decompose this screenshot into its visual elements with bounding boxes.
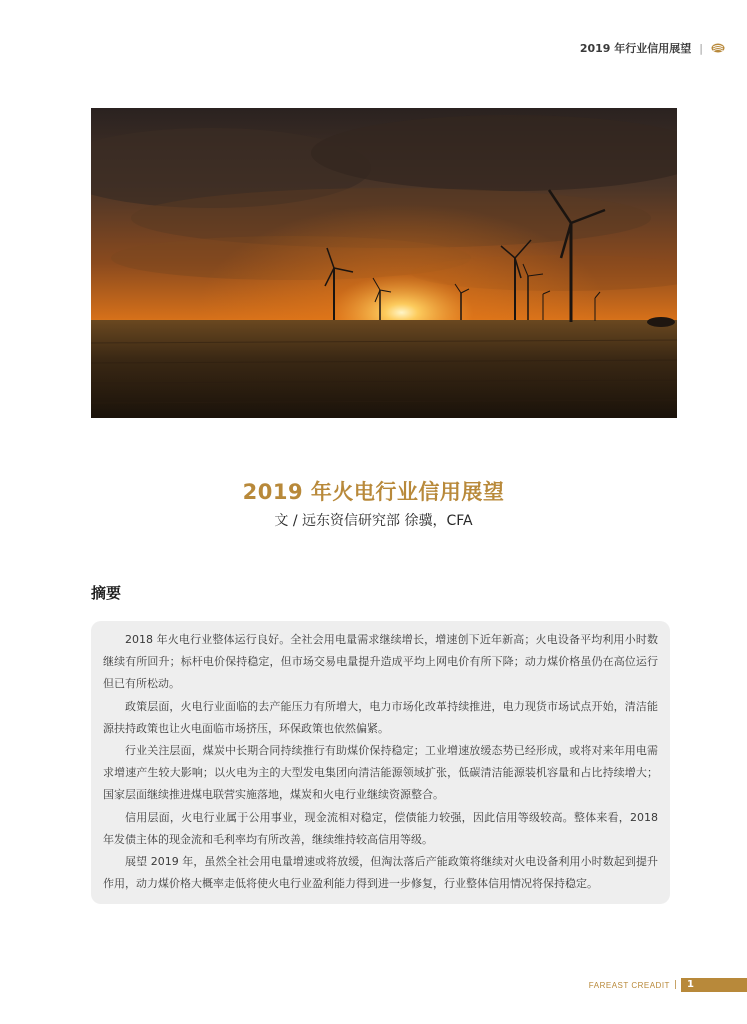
article-byline: 文 / 远东资信研究部 徐骥，CFA — [274, 513, 473, 529]
header-separator: | — [699, 41, 703, 55]
page-footer — [589, 978, 747, 992]
running-title: 2019 年行业信用展望 — [579, 42, 692, 55]
page-number: 1 — [681, 978, 747, 992]
footer-brand: FAREAST CREADIT — [588, 980, 670, 990]
abstract-heading: 摘要 — [91, 584, 122, 602]
hero-photo-illustration — [91, 108, 677, 418]
footer-separator: | — [673, 980, 677, 990]
running-header — [580, 40, 725, 56]
abstract-paragraph: 政策层面，火电行业面临的去产能压力有所增大，电力市场化改革持续推进，电力现货市场试点开始，清洁能源扶持政策也让火电面临市场挤压，环保政策也依然偏紧。 — [103, 699, 658, 735]
abstract-paragraph: 展望 2019 年，虽然全社会用电量增速或将放缓，但淘汰落后产能政策将继续对火电设备利用小时数起到提升作用，动力煤价格大概率走低将使火电行业盈利能力得到进一步修复，行业整体信用情况将保持稳定。 — [103, 855, 658, 891]
abstract-paragraph: 2018 年火电行业整体运行良好。全社会用电量需求继续增长，增速创下近年新高；火电设备平均利用小时数继续有所回升；标杆电价保持稳定，但市场交易电量提升造成平均上网电价有所下降；动力煤价格虽仍在高位运行但已有所松动。 — [103, 633, 658, 691]
wind-turbines-sunset-photo — [91, 108, 677, 418]
abstract-paragraph: 行业关注层面，煤炭中长期合同持续推行有助煤价保持稳定；工业增速放缓态势已经形成，或将对来年用电需求增速产生较大影响；以火电为主的大型发电集团向清洁能源领域扩张，低碳清洁能源装机容量和占比持续增大；国家层面继续推进煤电联营实施落地，煤炭和火电行业继续资源整合。 — [103, 744, 658, 802]
fareast-logo-icon — [711, 43, 725, 53]
article-title: 2019 年火电行业信用展望 — [242, 480, 505, 504]
abstract-box — [91, 621, 670, 904]
abstract-paragraph: 信用层面，火电行业属于公用事业，现金流相对稳定，偿债能力较强，因此信用等级较高。整体来看，2018 年发债主体的现金流和毛利率均有所改善，继续维持较高信用等级。 — [103, 810, 658, 846]
